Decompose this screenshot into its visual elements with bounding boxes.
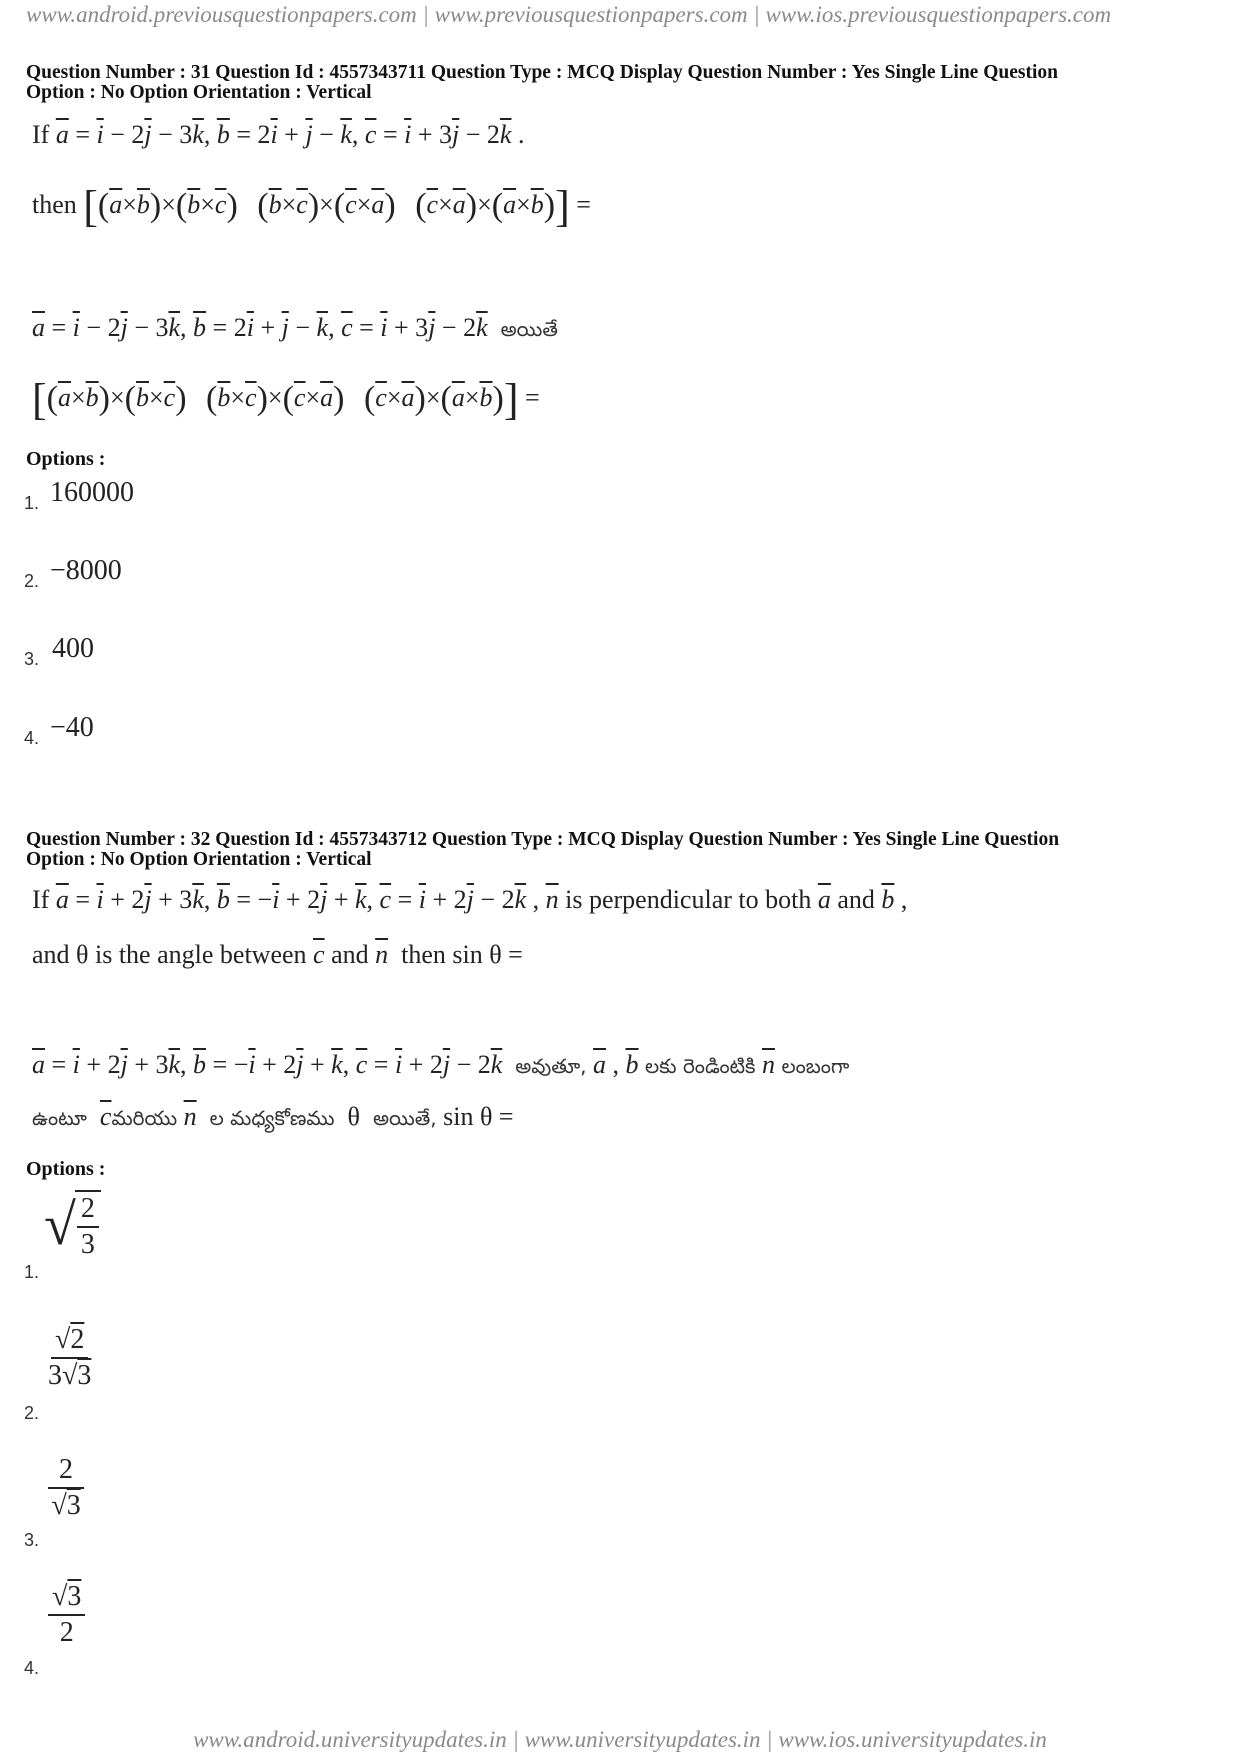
q32-option-3-value: $\frac{2}{√3}$ — [48, 1455, 84, 1521]
header-site-links: www.android.previousquestionpapers.com | www.previousquestionpapers.com | www.ios.previousquestionpapers.com — [26, 2, 1112, 27]
q31-vector-definition: If $\overline{a} = \overline{i} - 2\overline{j} - 3\overline{k}$, $\overline{b} = 2\overline{i} + \overline{j} - \overline{k}$, $\overline{c} = \overline{i} + 3\overline{j} - 2\overline{k}$ . — [32, 120, 525, 149]
q32-telugu-1: అవుతూ, — [515, 1054, 587, 1078]
q32-telugu-5: మరియు — [111, 1106, 178, 1130]
q31-option-1-value: 160000 — [50, 477, 134, 508]
q32-telugu-4: ఉంటూ — [32, 1106, 87, 1130]
q32-option-2-value: $\frac{√2}{3√3}$ — [48, 1324, 92, 1391]
q31-option-1-number: 1. — [24, 493, 40, 513]
q31-options-label: Options : — [26, 448, 106, 470]
q32-telugu-3: లంబంగా — [781, 1054, 850, 1078]
q31-meta-line2: Option : No Option Orientation : Vertical — [26, 82, 372, 103]
q32-theta: θ — [347, 1102, 360, 1131]
q31-option-3-value: 400 — [52, 633, 94, 664]
q31-meta-line1: Question Number : 31 Question Id : 4557343711 Question Type : MCQ Display Question Number : Yes Single Line Question — [26, 62, 1058, 83]
q31-option-4-value: −40 — [50, 712, 94, 743]
q32-option-4-value: $\frac{√3}{2}$ — [48, 1582, 85, 1648]
q32-sin-eq: sin θ = — [443, 1102, 514, 1131]
q32-telugu-7: అయితే, — [372, 1106, 437, 1130]
q31-telugu-box-product-expression: [$(\overline{a}\times\overline{b})\times(\overline{b}\times\overline{c})$ $(\overline{b}\times\overline{c})\times(\overline{c}\times\overline{a})$ $(\overline{c}\times\overline{a})\times(\overline{a}\times\overline{b})$] = — [32, 375, 540, 424]
q31-telugu-suffix: అయితే — [500, 317, 558, 341]
q32-telugu-line2: ఉంటూ $\overline{c}మరియు$ $\overline{n}$ ల మధ్యకోణము θ అయితే, sin θ = — [32, 1102, 514, 1131]
q32-perp-text: is perpendicular to both — [565, 885, 812, 914]
q32-meta-line2: Option : No Option Orientation : Vertical — [26, 849, 372, 870]
q32-question-line1: If $\overline{a} = \overline{i} + 2\overline{j} + 3\overline{k}$, $\overline{b} = -\overline{i} + 2\overline{j} + \overline{k}$, $\overline{c} = \overline{i} + 2\overline{j} - 2\overline{k}$ , $\overline{n}$ is perpendicular to both $\overline{a}$ and $\overline{b}$ , — [32, 885, 908, 914]
q32-option-4-number: 4. — [24, 1658, 40, 1678]
q32-option-1-value: √ $\frac{2}{3}$ — [44, 1190, 101, 1260]
q32-option-1-number: 1. — [24, 1262, 40, 1282]
q32-options-label: Options : — [26, 1158, 106, 1180]
q32-meta-line1: Question Number : 32 Question Id : 4557343712 Question Type : MCQ Display Question Number : Yes Single Line Question — [26, 829, 1060, 850]
q32-telugu-6: ల మధ్యకోణము — [209, 1106, 335, 1130]
q31-option-2-number: 2. — [24, 571, 40, 591]
q32-telugu-line1: $\overline{a} = \overline{i} + 2\overline{j} + 3\overline{k}$, $\overline{b} = -\overline{i} + 2\overline{j} + \overline{k}$, $\overline{c} = \overline{i} + 2\overline{j} - 2\overline{k}$ అవుతూ, $\overline{a}$ , $\overline{b}$ లకు రెండింటికి $\overline{n}$ లంబంగా — [32, 1050, 850, 1079]
q32-meta — [26, 830, 1216, 870]
q31-then-word: then — [32, 190, 77, 219]
q32-if-word: If — [32, 885, 50, 914]
q31-telugu-vector-definition: $\overline{a} = \overline{i} - 2\overline{j} - 3\overline{k}$, $\overline{b} = 2\overline{i} + \overline{j} - \overline{k}$, $\overline{c} = \overline{i} + 3\overline{j} - 2\overline{k}$ అయితే — [32, 313, 558, 342]
q31-option-2-value: −8000 — [50, 555, 122, 586]
q31-meta — [26, 63, 1216, 103]
q31-if-word: If — [32, 120, 50, 149]
q32-option-2-number: 2. — [24, 1403, 40, 1423]
q32-telugu-2: లకు రెండింటికి — [645, 1054, 756, 1078]
q32-line2-b: and — [331, 940, 369, 969]
q32-and-word: and — [837, 885, 875, 914]
q32-question-line2: and θ is the angle between $\overline{c}$ and $\overline{n}$ then sin θ = — [32, 940, 523, 969]
q32-line2-a: and θ is the angle between — [32, 940, 307, 969]
q31-box-product-expression: then [$(\overline{a}\times\overline{b})\times(\overline{b}\times\overline{c})$ $(\overline{b}\times\overline{c})\times(\overline{c}\times\overline{a})$ $(\overline{c}\times\overline{a})\times(\overline{a}\times\overline{b})$] = — [32, 182, 591, 231]
footer-site-links: www.android.universityupdates.in | www.universityupdates.in | www.ios.universityupdates.in — [193, 1727, 1047, 1752]
q32-option-3-number: 3. — [24, 1530, 40, 1550]
q32-line2-c: then sin θ = — [401, 940, 523, 969]
q31-option-4-number: 4. — [24, 728, 40, 748]
q31-option-3-number: 3. — [24, 649, 40, 669]
